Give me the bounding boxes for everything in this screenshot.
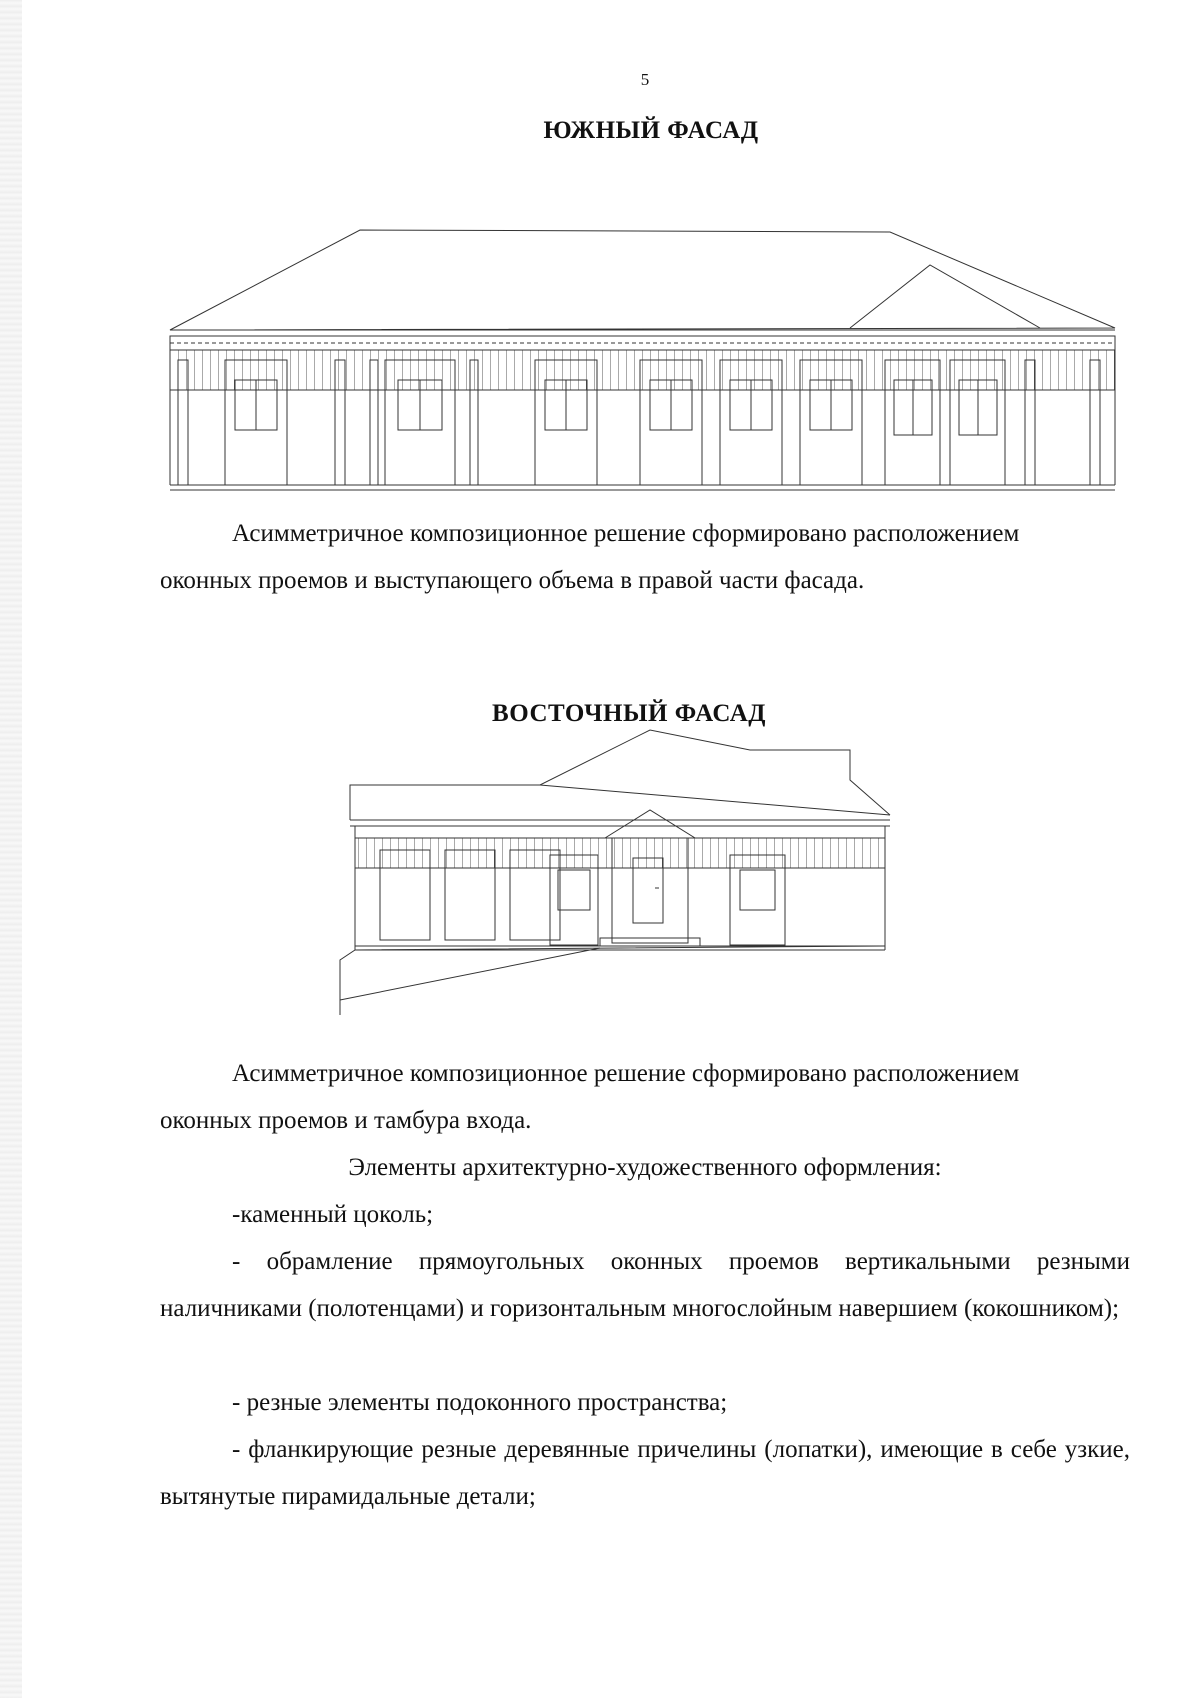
element-item-window-frames: - обрамление прямоугольных оконных проемов вертикальными резными наличниками (полотенцами) и горизонтальным многослойным навершием (кокошником); — [160, 1248, 1130, 1322]
east-facade-title: ВОСТОЧНЫЙ ФАСАД — [492, 700, 766, 727]
east-roof — [350, 730, 890, 826]
south-facade-title: ЮЖНЫЙ ФАСАД — [543, 117, 759, 144]
south-cornice-frieze — [170, 336, 1115, 390]
element-item-sill-carving: - резные элементы подоконного пространства; — [232, 1389, 728, 1416]
east-caption — [160, 1050, 1130, 1144]
south-caption-line2: оконных проемов и выступающего объема в правой части фасада. — [160, 567, 865, 594]
east-caption-line1: Асимметричное композиционное решение сформировано расположением — [232, 1060, 1020, 1087]
south-facade-drawing — [170, 220, 1120, 520]
elements-heading: Элементы архитектурно-художественного оформления: — [348, 1154, 942, 1181]
south-roof — [170, 230, 1115, 336]
east-cornice-frieze — [355, 826, 885, 868]
page-number: 5 — [640, 70, 650, 89]
element-item-plinth: -каменный цоколь; — [232, 1201, 434, 1228]
south-caption-line1: Асимметричное композиционное решение сформировано расположением — [232, 520, 1020, 547]
scan-edge-artifact — [0, 0, 22, 1698]
east-vestibule — [600, 810, 700, 946]
east-caption-line2: оконных проемов и тамбура входа. — [160, 1107, 532, 1134]
east-facade-drawing — [350, 760, 930, 1030]
element-item-bargeboards: - фланкирующие резные деревянные причелины (лопатки), имеющие в себе узкие, вытянутые пирамидальные детали; — [160, 1436, 1130, 1510]
south-caption — [160, 510, 1130, 604]
